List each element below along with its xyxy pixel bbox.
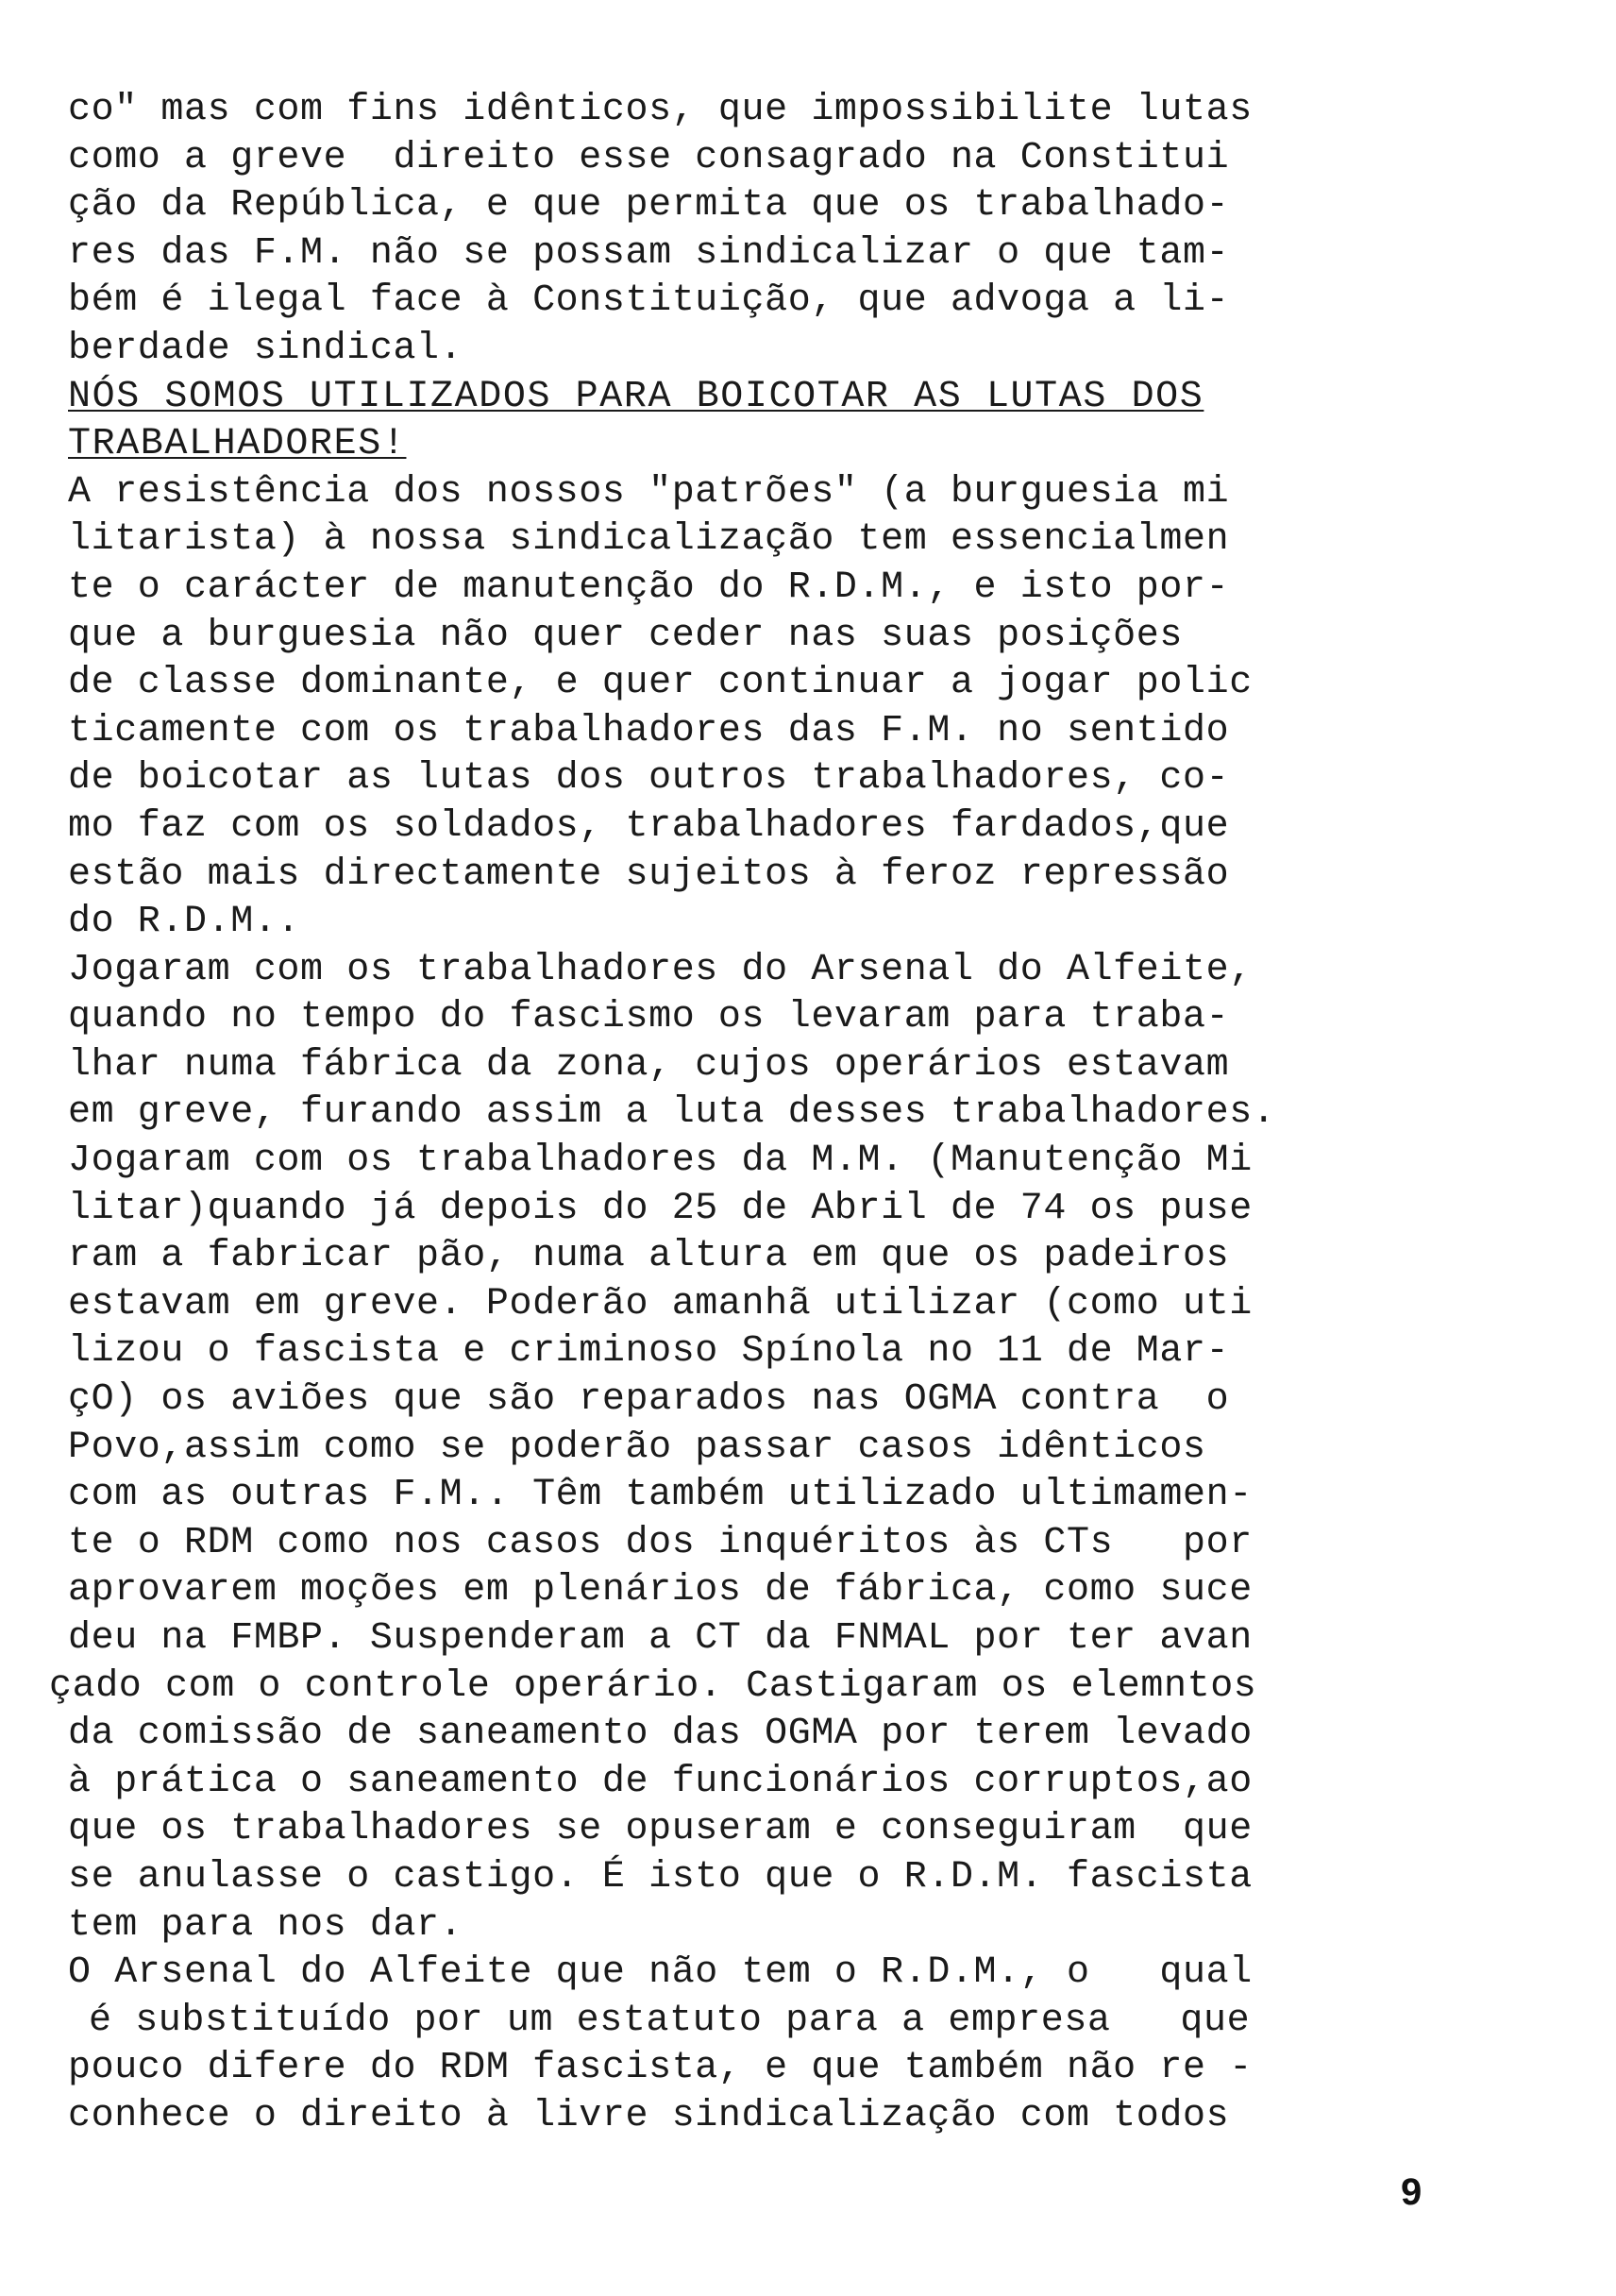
text-line: quando no tempo do fascismo os levaram para traba-	[68, 996, 1230, 1039]
text-line: te o carácter de manutenção do R.D.M., e isto por-	[68, 566, 1230, 609]
text-line: de boicotar as lutas dos outros trabalhadores, co-	[68, 757, 1230, 801]
text-line: co" mas com fins idênticos, que impossibilite lutas	[68, 89, 1253, 131]
text-line: estavam em greve. Poderão amanhã utilizar (como uti	[68, 1282, 1253, 1325]
text-line: ram a fabricar pão, numa altura em que os padeiros	[68, 1235, 1230, 1278]
section-heading: NÓS SOMOS UTILIZADOS PARA BOICOTAR AS LUTAS DOS	[68, 375, 1204, 418]
text-line: A resistência dos nossos "patrões" (a burguesia mi	[68, 470, 1230, 514]
text-line: O Arsenal do Alfeite que não tem o R.D.M., o qual	[68, 1951, 1253, 1995]
text-line: berdade sindical.	[68, 327, 463, 370]
text-line: de classe dominante, e quer continuar a jogar polic	[68, 662, 1253, 705]
text-line: bém é ilegal face à Constituição, que advoga a li-	[68, 279, 1230, 323]
text-line: do R.D.M..	[68, 901, 301, 944]
text-line: lhar numa fábrica da zona, cujos operários estavam	[68, 1043, 1230, 1087]
text-line: é substituído por um estatuto para a empresa que	[89, 1999, 1251, 2042]
text-line: Jogaram com os trabalhadores do Arsenal do Alfeite,	[68, 948, 1253, 991]
text-line: lizou o fascista e criminoso Spínola no 11 de Mar-	[68, 1330, 1230, 1374]
text-line: litarista) à nossa sindicalização tem essencialmen	[68, 518, 1230, 562]
text-line: mo faz com os soldados, trabalhadores fardados,que	[68, 804, 1230, 848]
text-line: deu na FMBP. Suspenderam a CT da FNMAL por ter avan	[68, 1617, 1253, 1660]
section-heading: TRABALHADORES!	[68, 423, 407, 466]
text-line: Povo,assim como se poderão passar casos idênticos	[68, 1426, 1206, 1469]
page-number: 9	[1401, 2171, 1422, 2213]
text-line: Jogaram com os trabalhadores da M.M. (Manutenção Mi	[68, 1140, 1253, 1183]
text-line: çado com o controle operário. Castigaram os elemntos	[49, 1664, 1257, 1708]
text-line: que os trabalhadores se opuseram e conseguiram que	[68, 1808, 1253, 1851]
body-text	[49, 87, 1578, 2141]
text-line: estão mais directamente sujeitos à feroz repressão	[68, 853, 1230, 896]
text-line: te o RDM como nos casos dos inquéritos às CTs por	[68, 1521, 1253, 1564]
text-line: da comissão de saneamento das OGMA por terem levado	[68, 1713, 1253, 1756]
text-line: ção da República, e que permita que os trabalhado-	[68, 184, 1230, 228]
text-line: aprovarem moções em plenários de fábrica, como suce	[68, 1569, 1253, 1612]
text-line: conhece o direito à livre sindicalização com todos	[68, 2094, 1230, 2137]
text-line: em greve, furando assim a luta desses trabalhadores.	[68, 1091, 1276, 1135]
text-line: tem para nos dar.	[68, 1903, 463, 1947]
text-line: ticamente com os trabalhadores das F.M. no sentido	[68, 709, 1230, 752]
text-line: pouco difere do RDM fascista, e que também não re -	[68, 2047, 1253, 2090]
text-line: res das F.M. não se possam sindicalizar o que tam-	[68, 231, 1230, 275]
text-line: çO) os aviões que são reparados nas OGMA contra o	[68, 1378, 1230, 1422]
text-line: que a burguesia não quer ceder nas suas posições	[68, 614, 1183, 657]
text-line: como a greve direito esse consagrado na Constitui	[68, 136, 1230, 179]
text-line: com as outras F.M.. Têm também utilizado ultimamen-	[68, 1474, 1253, 1517]
text-line: litar)quando já depois do 25 de Abril de 74 os puse	[68, 1187, 1253, 1230]
text-line: se anulasse o castigo. É isto que o R.D.M. fascista	[68, 1855, 1253, 1899]
text-line: à prática o saneamento de funcionários corruptos,ao	[68, 1760, 1253, 1803]
